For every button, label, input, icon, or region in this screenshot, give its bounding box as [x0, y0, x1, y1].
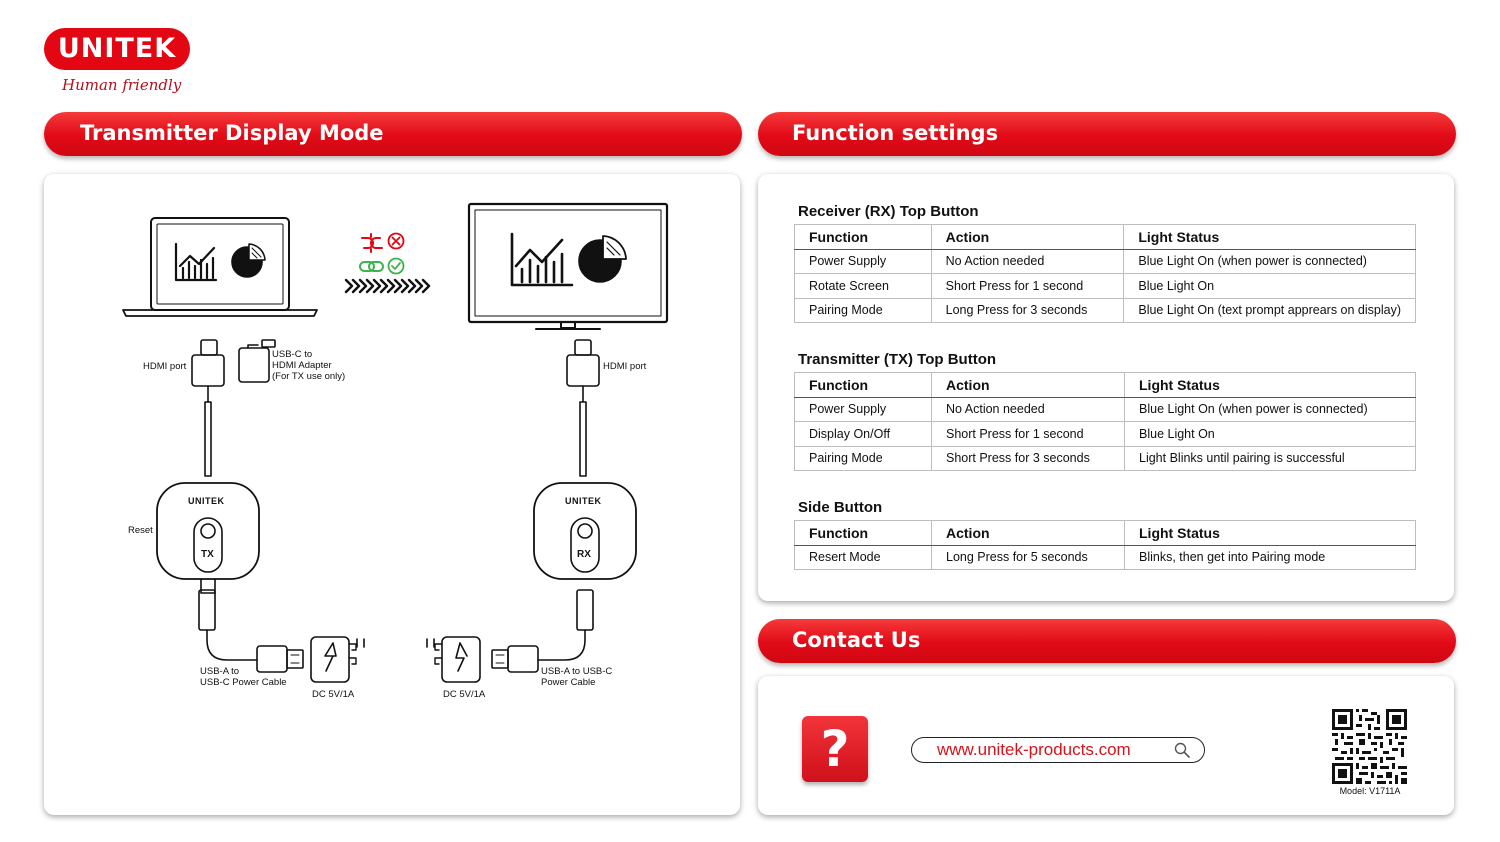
help-icon: ? — [802, 716, 868, 782]
search-icon — [1174, 742, 1190, 758]
table-cell: Blinks, then get into Pairing mode — [1125, 545, 1416, 570]
table-row — [795, 397, 1416, 422]
hdmi-port-label-right: HDMI port — [603, 361, 647, 372]
dc-label-left: DC 5V/1A — [312, 689, 355, 700]
table-cell: Blue Light On — [1125, 422, 1416, 447]
chart-icon — [512, 234, 572, 285]
header-function: Function — [795, 373, 932, 398]
table-row — [795, 545, 1416, 570]
tx-function-table — [794, 372, 1416, 471]
monitor-icon — [469, 204, 667, 329]
setup-diagram — [44, 174, 740, 815]
diagram-panel — [44, 174, 740, 815]
pie-chart-icon — [232, 244, 265, 277]
laptop-icon — [123, 218, 317, 316]
table-row — [795, 446, 1416, 471]
power-adapter-icon — [311, 637, 364, 682]
table-row — [795, 298, 1416, 323]
table-row — [795, 274, 1416, 299]
url-text: www.unitek-products.com — [937, 740, 1131, 759]
header-light-status: Light Status — [1124, 225, 1416, 250]
link-broken-icon — [362, 234, 382, 252]
header-action: Action — [931, 225, 1124, 250]
table-row — [795, 422, 1416, 447]
table-cell: Short Press for 1 second — [932, 422, 1125, 447]
usb-cable-left — [199, 590, 303, 672]
tx-brand-label: UNITEK — [188, 496, 225, 506]
cable-label-left: USB-A to USB-C Power Cable — [200, 666, 287, 688]
pie-chart-icon — [579, 236, 626, 282]
header-light-status: Light Status — [1125, 373, 1416, 398]
table-header-row — [795, 373, 1416, 398]
header-light-status: Light Status — [1125, 521, 1416, 546]
rx-function-table — [794, 224, 1416, 323]
table-cell: Rotate Screen — [795, 274, 932, 299]
table-header-row — [795, 521, 1416, 546]
table-cell: Light Blinks until pairing is successful — [1125, 446, 1416, 471]
dc-label-right: DC 5V/1A — [443, 689, 486, 700]
usbc-adapter-label: USB-C to HDMI Adapter (For TX use only) — [272, 349, 346, 382]
hdmi-connector-right — [567, 340, 599, 476]
table-cell: Short Press for 3 seconds — [932, 446, 1125, 471]
transmitter-display-mode-banner: Transmitter Display Mode — [44, 112, 742, 156]
table-cell: No Action needed — [932, 397, 1125, 422]
table-header-row — [795, 225, 1416, 250]
table-cell: Blue Light On (text prompt apprears on display) — [1124, 298, 1416, 323]
table-cell: Short Press for 1 second — [931, 274, 1124, 299]
header-action: Action — [932, 373, 1125, 398]
cross-icon — [389, 234, 404, 249]
table-cell: Long Press for 3 seconds — [931, 298, 1124, 323]
model-number: Model: V1711A — [1339, 786, 1401, 796]
table-cell: Resert Mode — [795, 545, 932, 570]
table-cell: Power Supply — [795, 397, 932, 422]
table-cell: Long Press for 5 seconds — [932, 545, 1125, 570]
header-function: Function — [795, 225, 932, 250]
cable-label-right: USB-A to USB-C Power Cable — [541, 666, 613, 688]
chevrons-icon — [346, 280, 429, 292]
brand-tagline: Human friendly — [62, 76, 182, 94]
rx-section-title: Receiver (RX) Top Button — [798, 203, 979, 220]
function-settings-banner: Function settings — [758, 112, 1456, 156]
table-cell: No Action needed — [931, 249, 1124, 274]
power-adapter-icon — [427, 637, 480, 682]
table-row — [795, 249, 1416, 274]
side-button-section-title: Side Button — [798, 499, 883, 516]
chart-icon — [176, 244, 216, 280]
table-cell: Blue Light On (when power is connected) — [1125, 397, 1416, 422]
tx-label: TX — [201, 549, 214, 560]
usb-cable-right — [492, 590, 593, 672]
tx-section-title: Transmitter (TX) Top Button — [798, 351, 997, 368]
usbc-adapter — [239, 340, 275, 382]
function-settings-panel — [758, 174, 1454, 601]
table-cell: Blue Light On — [1124, 274, 1416, 299]
hdmi-port-label-left: HDMI port — [143, 361, 187, 372]
check-icon — [389, 259, 404, 274]
table-cell: Power Supply — [795, 249, 932, 274]
rx-label: RX — [577, 549, 591, 560]
qr-code-icon — [1332, 709, 1407, 784]
link-icon — [360, 262, 383, 271]
contact-us-banner: Contact Us — [758, 619, 1456, 663]
unitek-logo: UNITEK — [44, 28, 190, 70]
contact-panel — [758, 676, 1454, 815]
table-cell: Blue Light On (when power is connected) — [1124, 249, 1416, 274]
header-function: Function — [795, 521, 932, 546]
table-cell: Pairing Mode — [795, 298, 932, 323]
reset-label: Reset — [128, 525, 153, 536]
header-action: Action — [932, 521, 1125, 546]
rx-brand-label: UNITEK — [565, 496, 602, 506]
table-cell: Display On/Off — [795, 422, 932, 447]
hdmi-connector-left — [192, 340, 224, 476]
website-url[interactable] — [911, 737, 1205, 763]
table-cell: Pairing Mode — [795, 446, 932, 471]
side-button-table — [794, 520, 1416, 570]
